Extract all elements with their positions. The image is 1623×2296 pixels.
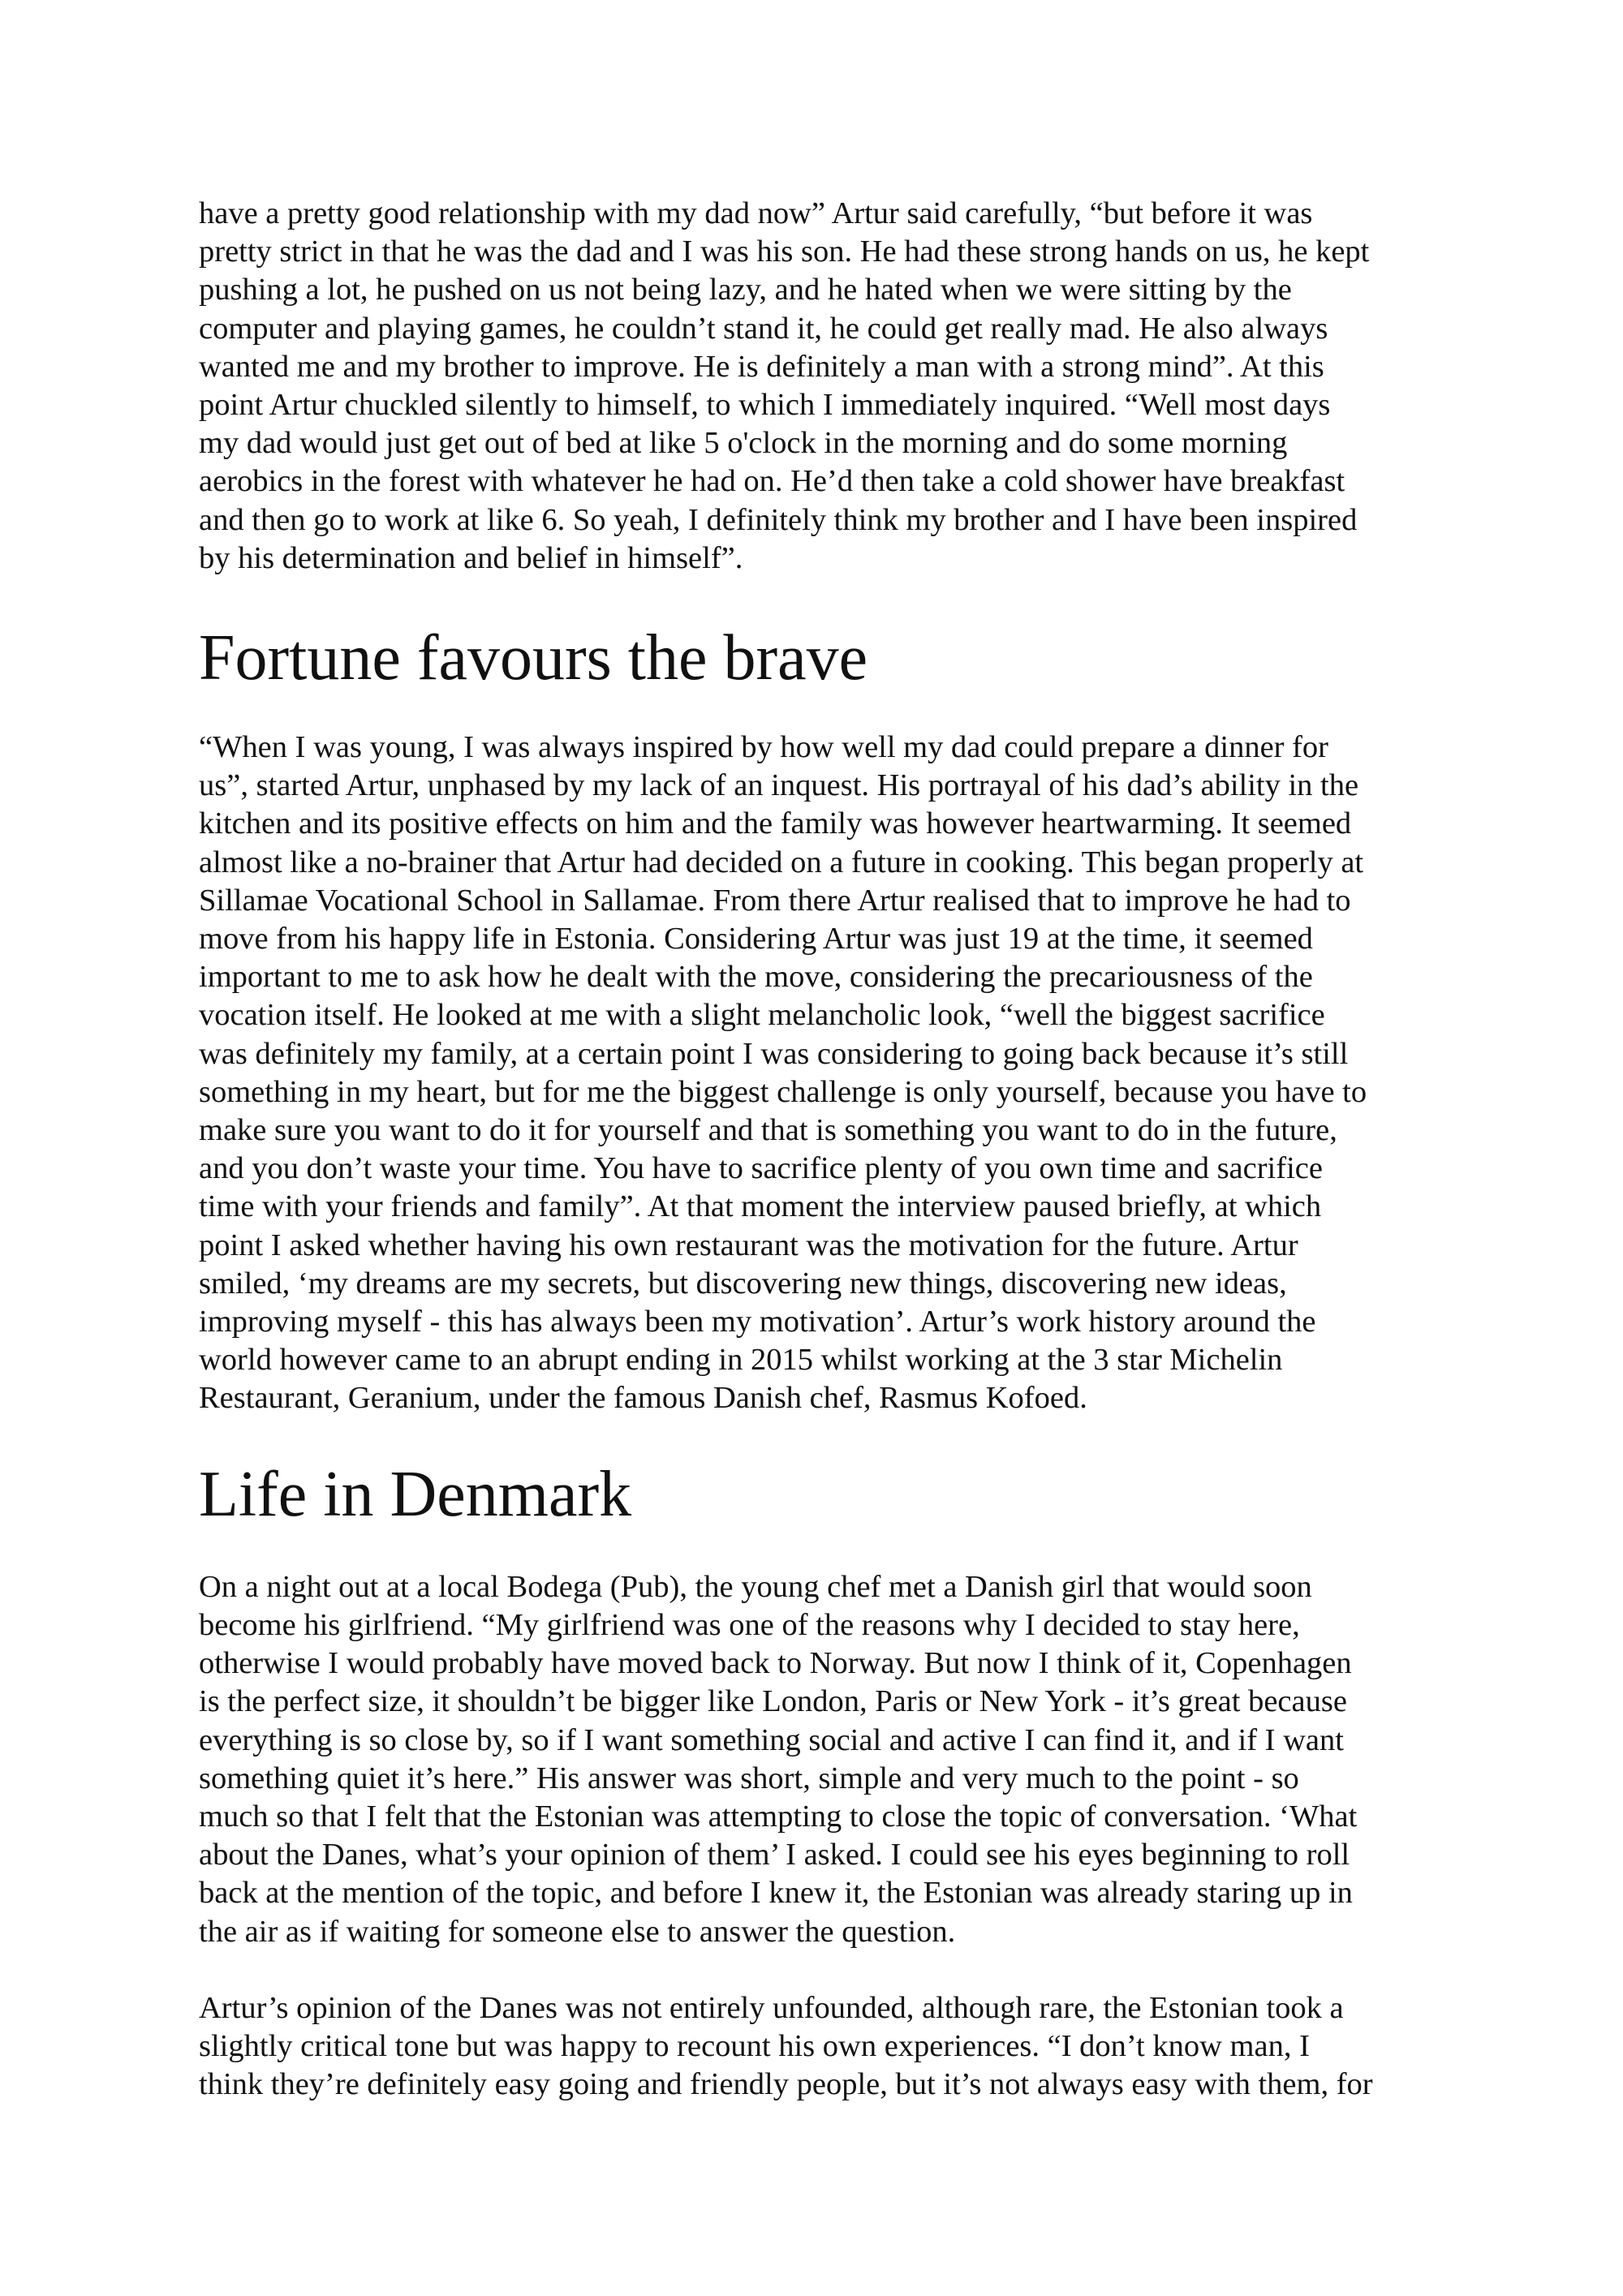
text-line: my dad would just get out of bed at like 5 o'clock in the morning and do some morning [199, 426, 1288, 461]
paragraph-life-in-denmark [199, 1568, 1453, 1951]
text-line: vocation itself. He looked at me with a slight melancholic look, “well the biggest sacrifice [199, 998, 1325, 1033]
text-line: by his determination and belief in himself”. [199, 540, 743, 575]
text-line: think they’re definitely easy going and friendly people, but it’s not always easy with them, for [199, 2067, 1373, 2102]
text-line: point I asked whether having his own restaurant was the motivation for the future. Artur [199, 1228, 1298, 1262]
section-heading-denmark: Life in Denmark [199, 1458, 632, 1530]
text-line: smiled, ‘my dreams are my secrets, but discovering new things, discovering new ideas, [199, 1266, 1287, 1301]
paragraph-cooking-career [199, 729, 1453, 1418]
text-line: Sillamae Vocational School in Sallamae. From there Artur realised that to improve he had to [199, 883, 1351, 918]
text-line: “When I was young, I was always inspired by how well my dad could prepare a dinner for [199, 730, 1328, 765]
text-line: Artur’s opinion of the Danes was not entirely unfounded, although rare, the Estonian took a [199, 1990, 1344, 2025]
text-line: Restaurant, Geranium, under the famous Danish chef, Rasmus Kofoed. [199, 1381, 1087, 1416]
text-line: and then go to work at like 6. So yeah, I definitely think my brother and I have been inspired [199, 502, 1358, 537]
text-line: pretty strict in that he was the dad and I was his son. He had these strong hands on us, he kept [199, 234, 1370, 269]
text-line: much so that I felt that the Estonian was attempting to close the topic of conversation. ‘What [199, 1799, 1358, 1834]
text-line: wanted me and my brother to improve. He is definitely a man with a strong mind”. At this [199, 349, 1324, 384]
text-line: us”, started Artur, unphased by my lack of an inquest. His portrayal of his dad’s ability in the [199, 768, 1359, 803]
text-line: something quiet it’s here.” His answer was short, simple and very much to the point - so [199, 1761, 1299, 1795]
text-line: move from his happy life in Estonia. Considering Artur was just 19 at the time, it seemed [199, 922, 1313, 957]
text-line: time with your friends and family”. At that moment the interview paused briefly, at which [199, 1189, 1322, 1224]
text-line: otherwise I would probably have moved back to Norway. But now I think of it, Copenhagen [199, 1646, 1352, 1681]
text-line: almost like a no-brainer that Artur had decided on a future in cooking. This began properly at [199, 845, 1364, 879]
text-line: important to me to ask how he dealt with the move, considering the precariousness of the [199, 960, 1313, 995]
text-line: pushing a lot, he pushed on us not being lazy, and he hated when we were sitting by the [199, 273, 1292, 307]
text-line: computer and playing games, he couldn’t stand it, he could get really mad. He also always [199, 311, 1328, 346]
text-line: kitchen and its positive effects on him and the family was however heartwarming. It seemed [199, 806, 1352, 841]
text-line: was definitely my family, at a certain point I was considering to going back because it’s still [199, 1036, 1349, 1071]
text-line: have a pretty good relationship with my dad now” Artur said carefully, “but before it was [199, 196, 1313, 230]
text-line: become his girlfriend. “My girlfriend was one of the reasons why I decided to stay here, [199, 1607, 1300, 1642]
text-line: back at the mention of the topic, and before I knew it, the Estonian was already staring up in [199, 1876, 1353, 1911]
text-line: improving myself - this has always been my motivation’. Artur’s work history around the [199, 1305, 1316, 1339]
section-heading-fortune: Fortune favours the brave [199, 622, 868, 694]
text-line: something in my heart, but for me the biggest challenge is only yourself, because you have to [199, 1074, 1367, 1109]
paragraph-opinion-of-danes [199, 1989, 1453, 2105]
text-line: the air as if waiting for someone else to answer the question. [199, 1914, 956, 1949]
document-page [199, 195, 1453, 2104]
text-line: point Artur chuckled silently to himself, to which I immediately inquired. “Well most days [199, 388, 1331, 423]
text-line: is the perfect size, it shouldn’t be bigger like London, Paris or New York - it’s great because [199, 1684, 1347, 1719]
text-line: On a night out at a local Bodega (Pub), the young chef met a Danish girl that would soon [199, 1569, 1312, 1604]
text-line: world however came to an abrupt ending in 2015 whilst working at the 3 star Michelin [199, 1343, 1283, 1378]
text-line: everything is so close by, so if I want something social and active I can find it, and if I want [199, 1722, 1344, 1757]
paragraph-father-relationship [199, 195, 1453, 578]
text-line: about the Danes, what’s your opinion of them’ I asked. I could see his eyes beginning to roll [199, 1838, 1350, 1872]
text-line: make sure you want to do it for yourself and that is something you want to do in the future, [199, 1113, 1337, 1148]
text-line: slightly critical tone but was happy to recount his own experiences. “I don’t know man, I [199, 2028, 1310, 2063]
text-line: aerobics in the forest with whatever he had on. He’d then take a cold shower have breakfast [199, 464, 1345, 499]
text-line: and you don’t waste your time. You have to sacrifice plenty of you own time and sacrifice [199, 1151, 1323, 1186]
